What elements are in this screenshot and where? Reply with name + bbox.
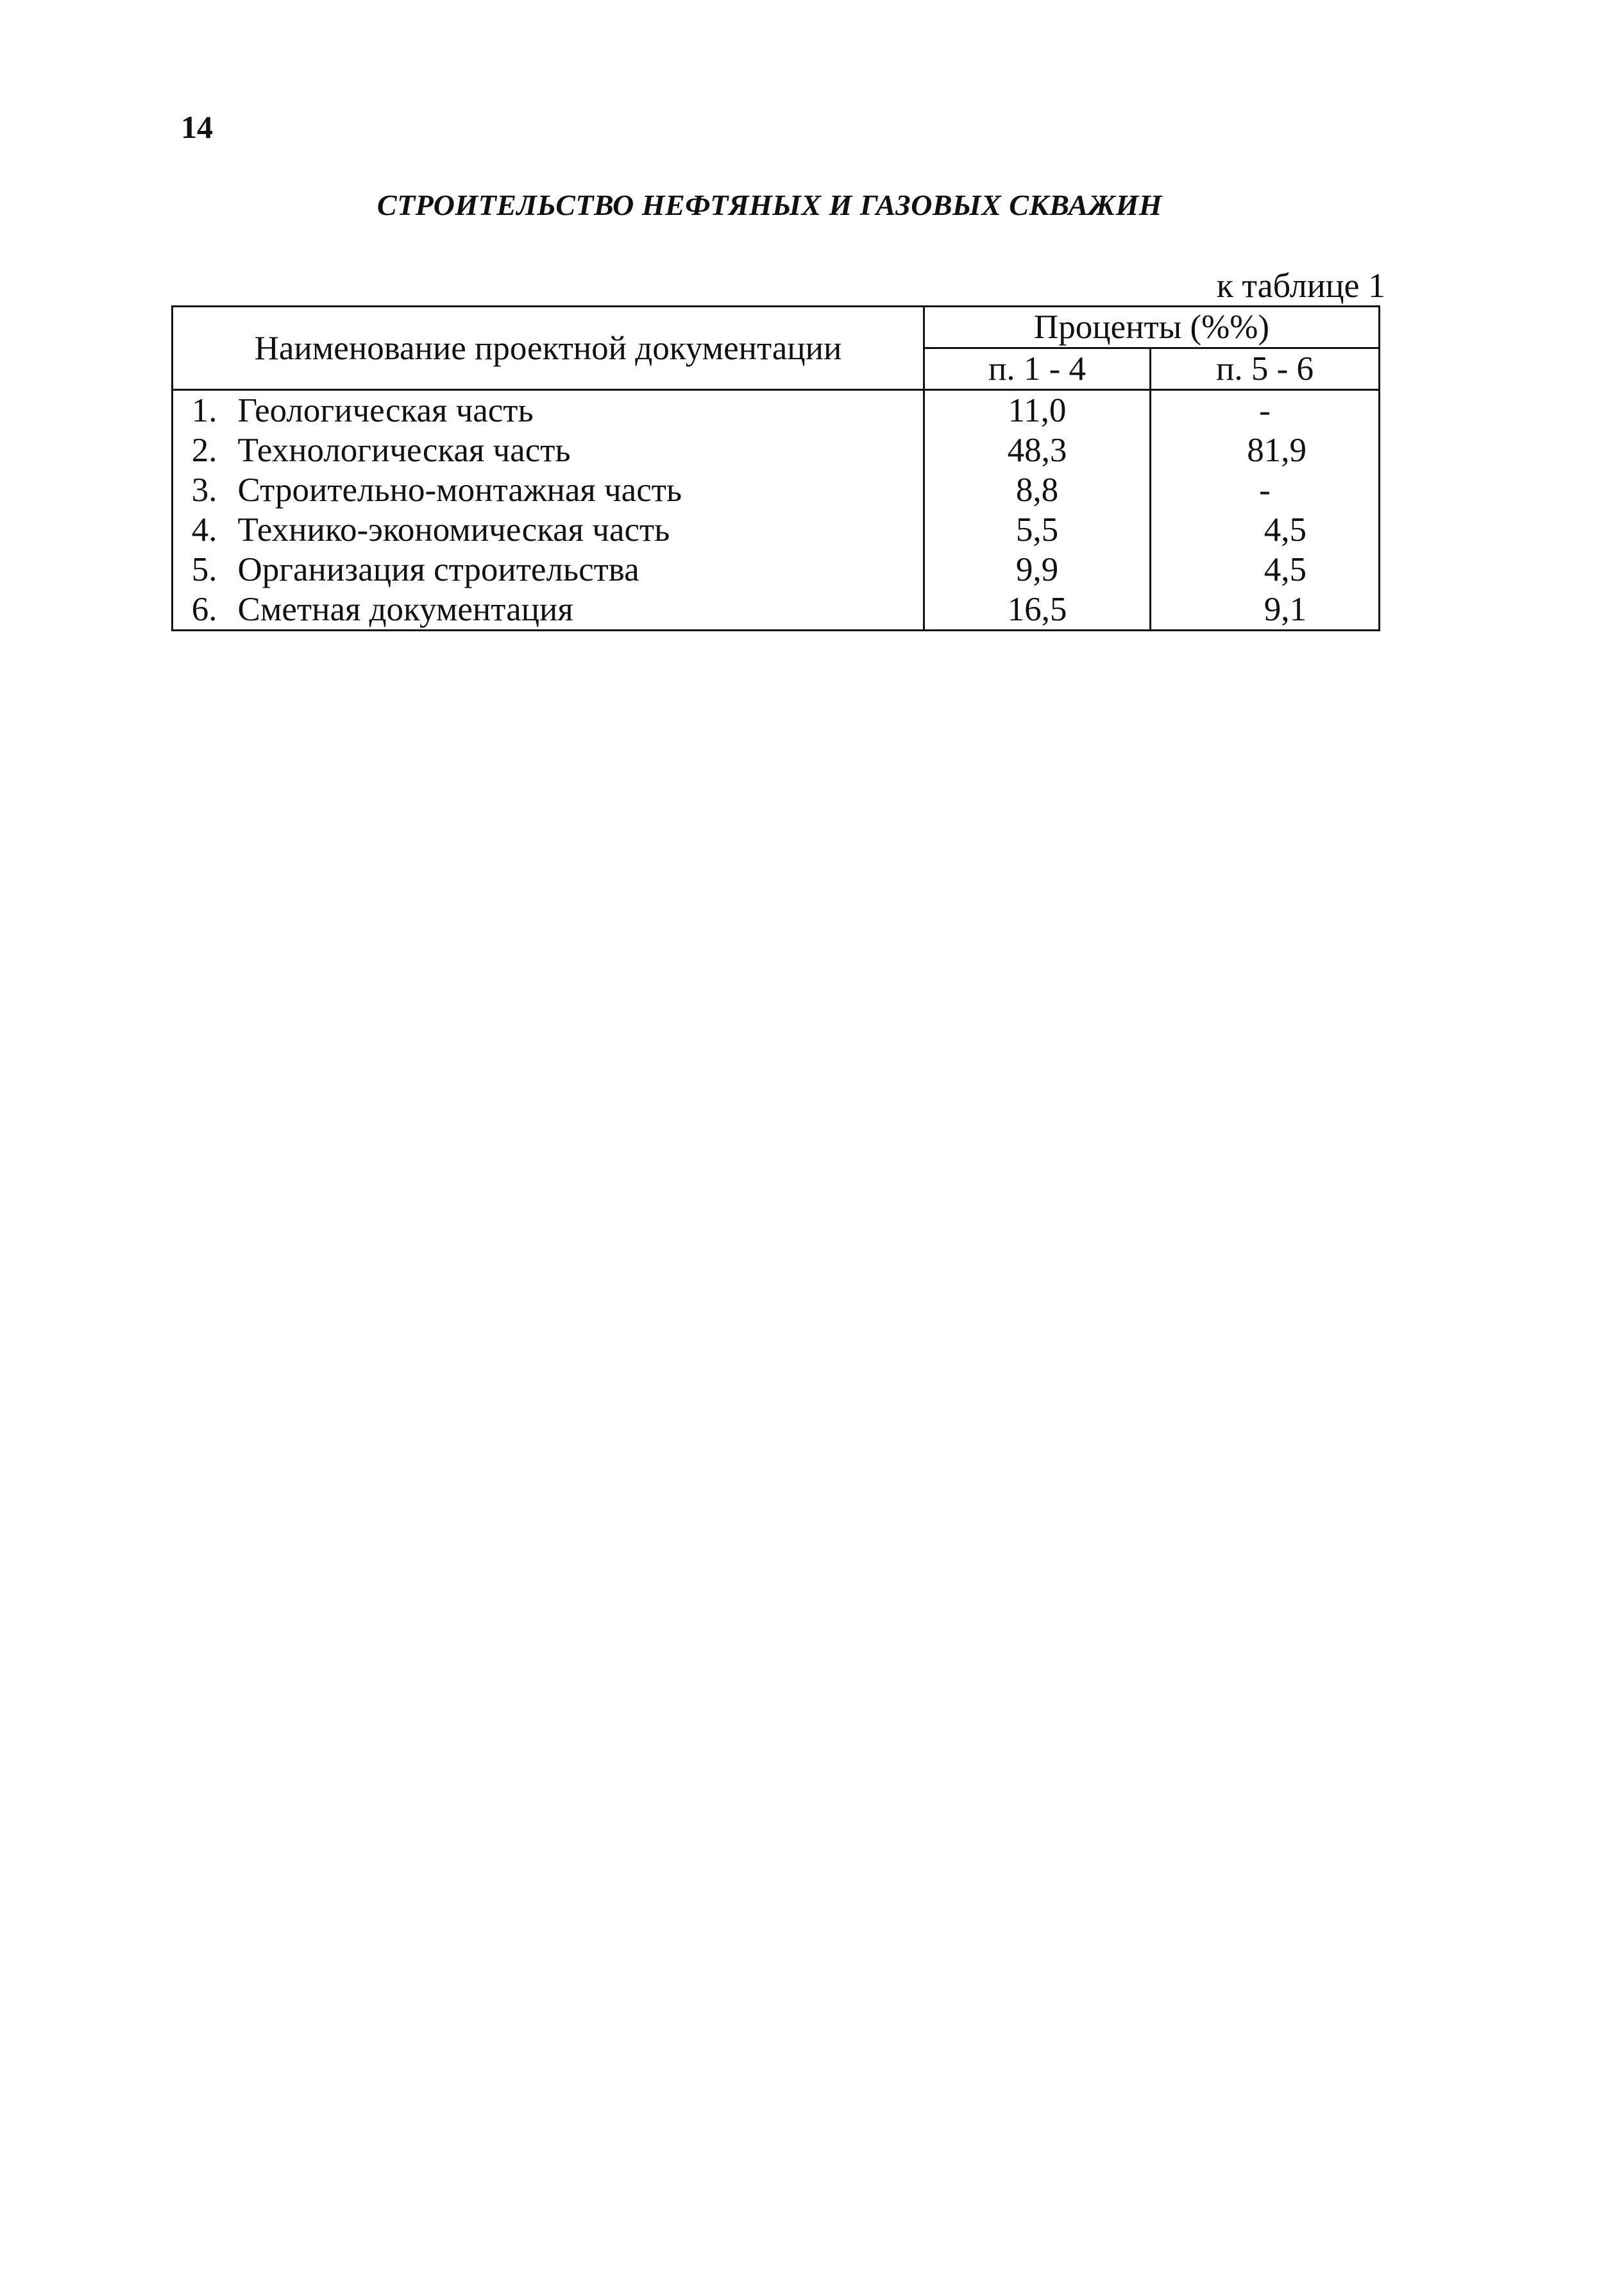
table-row: [173, 590, 1380, 631]
table-row: [173, 470, 1380, 510]
row-value-p1-4: 16,5: [924, 590, 1151, 631]
header-document-name: Наименование проектной документации: [173, 307, 924, 390]
table-row: [173, 510, 1380, 550]
row-name: Строительно-монтажная часть: [238, 470, 924, 510]
row-value-p1-4: 8,8: [924, 470, 1151, 510]
row-name: Сметная документация: [238, 590, 924, 631]
header-p1-4: п. 1 - 4: [924, 348, 1151, 390]
row-number: 6.: [173, 590, 238, 631]
row-number: 3.: [173, 470, 238, 510]
percentages-table: [171, 305, 1380, 631]
row-value-p5-6: 4,5: [1151, 550, 1380, 590]
table-row: [173, 430, 1380, 470]
running-title: СТРОИТЕЛЬСТВО НЕФТЯНЫХ И ГАЗОВЫХ СКВАЖИН: [376, 189, 1163, 221]
table-header-row: [173, 307, 1380, 348]
row-value-p5-6: -: [1151, 390, 1380, 431]
table-caption: к таблице 1: [1216, 266, 1385, 305]
header-percent-group: Проценты (%%): [924, 307, 1380, 348]
row-value-p1-4: 9,9: [924, 550, 1151, 590]
row-name: Технологическая часть: [238, 430, 924, 470]
row-value-p5-6: -: [1151, 470, 1380, 510]
table-row: [173, 550, 1380, 590]
page-number: 14: [181, 109, 213, 145]
row-value-p1-4: 48,3: [924, 430, 1151, 470]
row-number: 4.: [173, 510, 238, 550]
row-value-p5-6: 4,5: [1151, 510, 1380, 550]
header-p5-6: п. 5 - 6: [1151, 348, 1380, 390]
row-name: Геологическая часть: [238, 390, 924, 431]
row-value-p1-4: 11,0: [924, 390, 1151, 431]
row-value-p5-6: 81,9: [1151, 430, 1380, 470]
row-number: 2.: [173, 430, 238, 470]
row-name: Организация строительства: [238, 550, 924, 590]
table-row: [173, 390, 1380, 431]
row-number: 1.: [173, 390, 238, 431]
row-value-p5-6: 9,1: [1151, 590, 1380, 631]
row-value-p1-4: 5,5: [924, 510, 1151, 550]
row-name: Технико-экономическая часть: [238, 510, 924, 550]
row-number: 5.: [173, 550, 238, 590]
